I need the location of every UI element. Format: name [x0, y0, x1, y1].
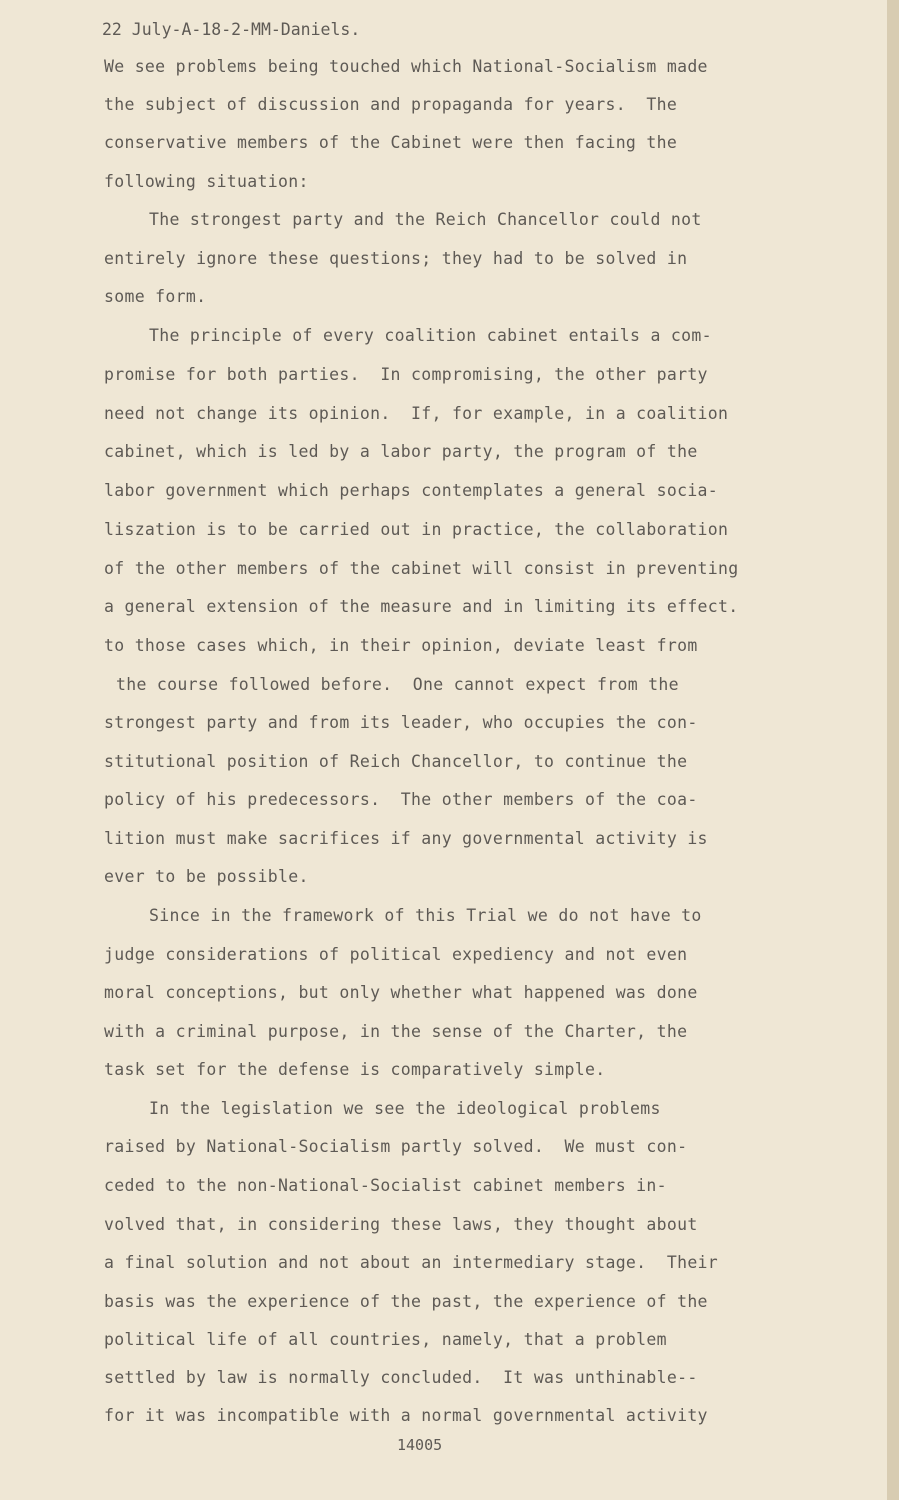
- text-line: Since in the framework of this Trial we do not have to: [149, 906, 702, 925]
- text-line: task set for the defense is comparatively simple.: [104, 1060, 606, 1079]
- text-line: ever to be possible.: [104, 867, 309, 886]
- text-line: raised by National-Socialism partly solved. We must con-: [104, 1137, 688, 1156]
- text-line: In the legislation we see the ideological problems: [149, 1099, 661, 1118]
- text-line: entirely ignore these questions; they had to be solved in: [104, 249, 688, 268]
- text-line: political life of all countries, namely, that a problem: [104, 1330, 667, 1349]
- text-line: promise for both parties. In compromising, the other party: [104, 365, 708, 384]
- text-line: liszation is to be carried out in practice, the collaboration: [104, 520, 729, 539]
- text-line: settled by law is normally concluded. It was unthinable--: [104, 1368, 698, 1387]
- text-line: volved that, in considering these laws, they thought about: [104, 1215, 698, 1234]
- text-line: the subject of discussion and propaganda for years. The: [104, 95, 678, 114]
- text-line: a general extension of the measure and in limiting its effect.: [104, 597, 739, 616]
- text-line: a final solution and not about an intermediary stage. Their: [104, 1253, 719, 1272]
- text-line: conservative members of the Cabinet were then facing the: [104, 133, 678, 152]
- page-edge: [887, 0, 899, 1500]
- text-line: with a criminal purpose, in the sense of the Charter, the: [104, 1022, 688, 1041]
- text-line: The principle of every coalition cabinet entails a com-: [149, 326, 712, 345]
- text-line: some form.: [104, 287, 207, 306]
- text-line: for it was incompatible with a normal governmental activity: [104, 1406, 708, 1425]
- text-line: The strongest party and the Reich Chancellor could not: [149, 210, 702, 229]
- text-line: lition must make sacrifices if any governmental activity is: [104, 829, 708, 848]
- text-line: strongest party and from its leader, who occupies the con-: [104, 713, 698, 732]
- text-line: basis was the experience of the past, the experience of the: [104, 1292, 708, 1311]
- text-line: to those cases which, in their opinion, deviate least from: [104, 636, 698, 655]
- text-line: following situation:: [104, 172, 309, 191]
- text-line: policy of his predecessors. The other members of the coa-: [104, 790, 698, 809]
- text-line: We see problems being touched which National-Socialism made: [104, 57, 708, 76]
- text-line: need not change its opinion. If, for example, in a coalition: [104, 404, 729, 423]
- page-header: 22 July-A-18-2-MM-Daniels.: [102, 20, 361, 39]
- text-line: cabinet, which is led by a labor party, the program of the: [104, 442, 698, 461]
- text-line: labor government which perhaps contemplates a general socia-: [104, 481, 719, 500]
- text-line: judge considerations of political expediency and not even: [104, 945, 688, 964]
- text-line: the course followed before. One cannot expect from the: [116, 675, 679, 694]
- text-line: stitutional position of Reich Chancellor, to continue the: [104, 752, 688, 771]
- text-line: ceded to the non-National-Socialist cabinet members in-: [104, 1176, 667, 1195]
- text-line: moral conceptions, but only whether what happened was done: [104, 983, 698, 1002]
- text-line: of the other members of the cabinet will consist in preventing: [104, 559, 739, 578]
- page-number: 14005: [397, 1436, 443, 1454]
